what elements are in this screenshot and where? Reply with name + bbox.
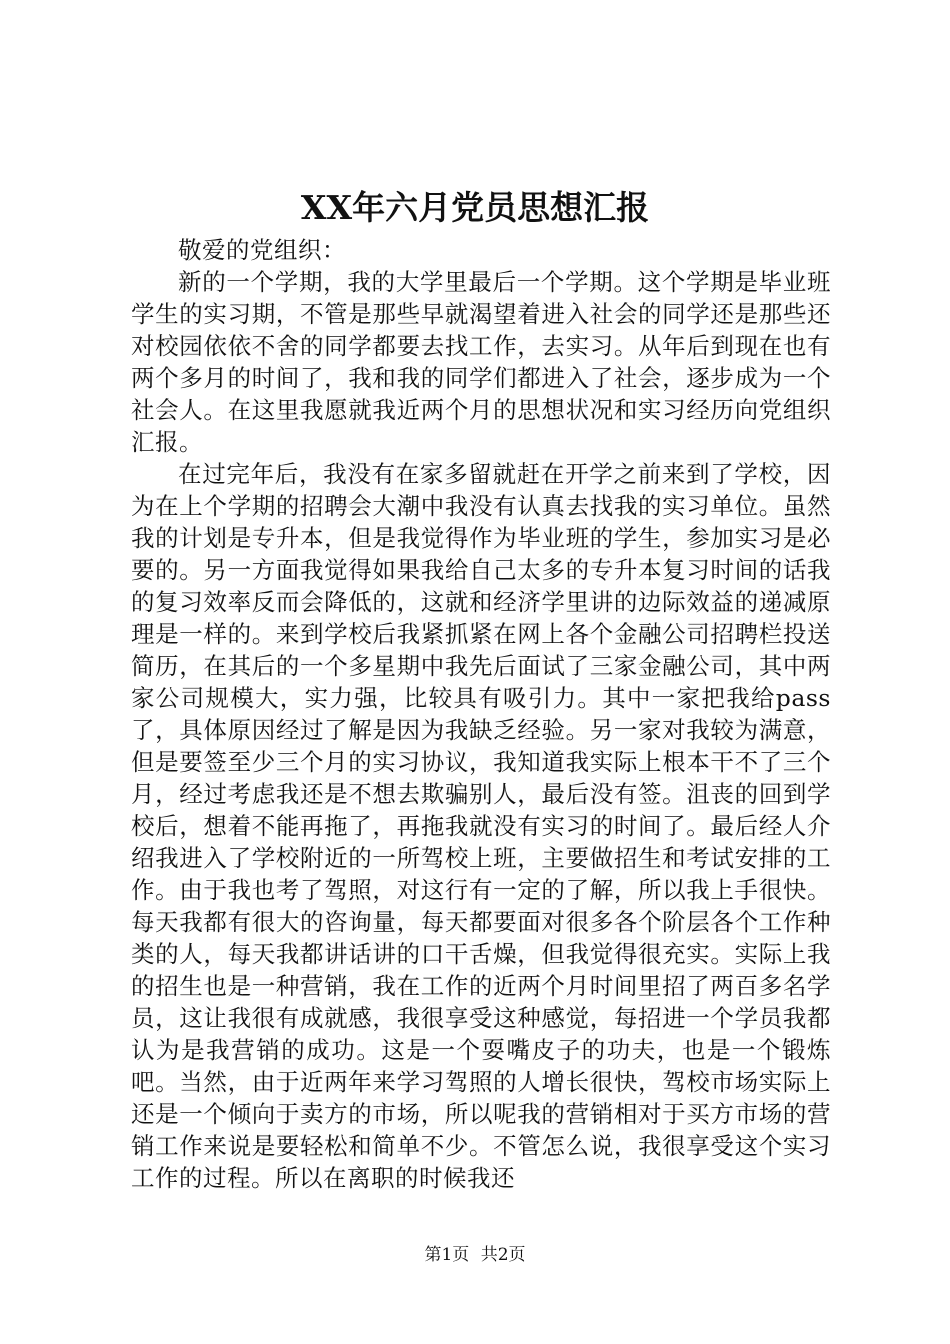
page-number: 第1页 (424, 1245, 470, 1265)
paragraph-1: 新的一个学期，我的大学里最后一个学期。这个学期是毕业班学生的实习期，不管是那些早就渴望着进入社会的同学还是那些还对校园依依不舍的同学都要去找工作，去实习。从年后到现在也有两个多月的时间了，我和我的同学们都进入了社会，逐步成为一个社会人。在这里我愿就我近两个月的思想状况和实习经历向党组织汇报。 (131, 268, 831, 456)
salutation: 敬爱的党组织： (178, 236, 346, 264)
document-title: XX年六月党员思想汇报 (300, 188, 650, 227)
page-total: 共2页 (480, 1245, 526, 1265)
page-footer (0, 1244, 950, 1266)
paragraph-2: 在过完年后，我没有在家多留就赶在开学之前来到了学校，因为在上个学期的招聘会大潮中我没有认真去找我的实习单位。虽然我的计划是专升本，但是我觉得作为毕业班的学生，参加实习是必要的。另一方面我觉得如果我给自己太多的专升本复习时间的话我的复习效率反而会降低的，这就和经济学里讲的边际效益的递减原理是一样的。来到学校后我紧抓紧在网上各个金融公司招聘栏投送简历，在其后的一个多星期中我先后面试了三家金融公司，其中两家公司规模大，实力强，比较具有吸引力。其中一家把我给pass了，具体原因经过了解是因为我缺乏经验。另一家对我较为满意，但是要签至少三个月的实习协议，我知道我实际上根本干不了三个月，经过考虑我还是不想去欺骗别人，最后没有签。沮丧的回到学校后，想着不能再拖了，再拖我就没有实习的时间了。最后经人介绍我进入了学校附近的一所驾校上班，主要做招生和考试安排的工作。由于我也考了驾照，对这行有一定的了解，所以我上手很快。每天我都有很大的咨询量，每天都要面对很多各个阶层各个工作种类的人，每天我都讲话讲的口干舌燥，但我觉得很充实。实际上我的招生也是一种营销，我在工作的近两个月时间里招了两百多名学员，这让我很有成就感，我很享受这种感觉，每招进一个学员我都认为是我营销的成功。这是一个耍嘴皮子的功夫，也是一个锻炼吧。当然，由于近两年来学习驾照的人增长很快，驾校市场实际上还是一个倾向于卖方的市场，所以呢我的营销相对于买方市场的营销工作来说是要轻松和简单不少。不管怎么说，我很享受这个实习工作的过程。所以在离职的时候我还 (131, 460, 831, 1192)
document-body (131, 234, 831, 1194)
